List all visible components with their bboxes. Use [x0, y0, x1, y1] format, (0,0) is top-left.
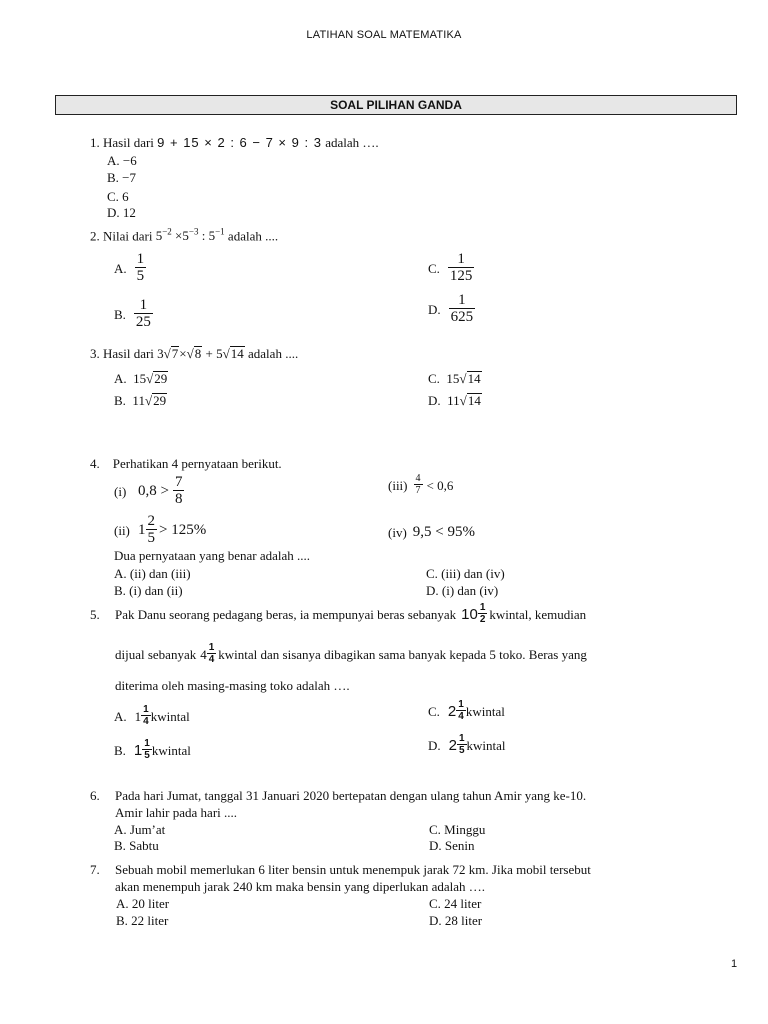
option-b[interactable]: B. Sabtu [114, 838, 159, 853]
fraction: $\frac{1}{4}$ [458, 699, 464, 722]
question-text: Hasil dari [103, 135, 154, 150]
question-text: Amir lahir pada hari .... [115, 805, 238, 820]
fraction: $\frac{4}{7}$ [415, 473, 421, 496]
fraction: $\frac{1}{2}$ [479, 602, 486, 625]
fraction: $\frac{1}{5}$ [136, 251, 145, 284]
option-b[interactable]: B. 22 liter [116, 913, 169, 928]
option-b[interactable]: B. 1 $\frac{1}{5}$ kwintal [114, 738, 191, 761]
fraction: $\frac{1}{4}$ [208, 642, 215, 665]
option-d[interactable]: D. (i) dan (iv) [426, 583, 499, 598]
section-banner [55, 95, 737, 115]
option-a[interactable]: A. 1 $\frac{1}{4}$ kwintal [114, 704, 190, 727]
question-6 [90, 789, 586, 802]
option-a[interactable]: A. Jum’at [114, 822, 166, 837]
question-text: akan menempuh jarak 240 km maka bensin yang diperlukan adalah …. [115, 879, 486, 894]
question-number: 3. [90, 346, 100, 361]
option-d[interactable]: D. 28 liter [429, 913, 483, 928]
question-number: 1. [90, 135, 100, 150]
fraction: $\frac{1}{4}$ [143, 704, 149, 727]
option-a[interactable]: A. 15√29 [114, 371, 168, 386]
fraction: $\frac{7}{8}$ [174, 474, 183, 507]
question-text: Nilai dari [103, 228, 153, 244]
fraction: $\frac{2}{5}$ [147, 513, 155, 546]
question-text: Perhatikan 4 pernyataan berikut. [112, 456, 282, 471]
option-b[interactable]: B. −7 [107, 170, 137, 185]
power-expression: $5^{-2} \times 5^{-3}$ : $5^{-1}$ [155, 227, 225, 244]
question-2 [90, 228, 278, 242]
option-d[interactable]: D. Senin [429, 838, 475, 853]
fraction: $\frac{1}{25}$ [135, 297, 151, 330]
option-b[interactable]: B. 11√29 [114, 393, 167, 408]
question-1 [90, 136, 379, 149]
question-4 [90, 457, 282, 470]
question-number: 7. [90, 862, 100, 877]
statement-iv: (iv) 9,5 < 95% [388, 524, 475, 540]
question-text: Dua pernyataan yang benar adalah .... [114, 548, 310, 563]
radical-expression: 3√7×√8 + 5√14 [157, 346, 244, 361]
option-c[interactable]: C. Minggu [429, 822, 486, 837]
option-c[interactable]: C. 24 liter [429, 896, 482, 911]
question-number: 4. [90, 456, 100, 471]
fraction: $\frac{1}{5}$ [458, 733, 465, 756]
option-b[interactable]: B. (i) dan (ii) [114, 583, 183, 598]
statement-iii: (iii) $\frac{4}{7}$ < 0,6 [388, 473, 454, 496]
option-d[interactable]: D. 11√14 [428, 393, 481, 408]
statement-i: (i) 0,8 > $\frac{7}{8}$ [114, 474, 183, 507]
option-c[interactable]: C. 2 $\frac{1}{4}$ kwintal [428, 699, 505, 722]
option-d[interactable]: D. $\frac{1}{625}$ [428, 292, 474, 325]
question-text: adalah .... [248, 346, 299, 361]
fraction: $\frac{1}{125}$ [449, 251, 473, 284]
statement-ii: (ii) 1 $\frac{2}{5}$ > 125% [114, 513, 207, 546]
question-3 [90, 346, 298, 361]
option-a[interactable]: A. −6 [107, 153, 137, 168]
question-number: 2. [90, 228, 100, 244]
section-title: SOAL PILIHAN GANDA [330, 98, 462, 112]
question-text: adalah .... [227, 228, 279, 244]
question-text: Pada hari Jumat, tanggal 31 Januari 2020 bertepatan dengan ulang tahun Amir yang ke-10. [115, 788, 587, 803]
option-d[interactable]: D. 12 [107, 205, 136, 220]
question-5-line-3: diterima oleh masing-masing toko adalah …. [115, 678, 350, 693]
question-5: 5. Pak Danu seorang pedagang beras, ia mempunyai beras sebanyak 10 $\frac{1}{2}$ kwintal, kemudian [90, 602, 587, 625]
fraction: $\frac{1}{5}$ [144, 738, 150, 761]
fraction: $\frac{1}{625}$ [450, 292, 474, 325]
option-a[interactable]: A. 20 liter [116, 896, 170, 911]
question-5-line-2: dijual sebanyak 4 $\frac{1}{4}$ kwintal dan sisanya dibagikan sama banyak kepada 5 toko. Beras yang [115, 642, 587, 665]
document-header: LATIHAN SOAL MATEMATIKA [306, 29, 462, 41]
option-c[interactable]: C. (iii) dan (iv) [426, 566, 505, 581]
option-c[interactable]: C. $\frac{1}{125}$ [428, 251, 473, 284]
option-a[interactable]: A. (ii) dan (iii) [114, 566, 191, 581]
option-c[interactable]: C. 15√14 [428, 371, 481, 386]
question-number: 5. [90, 606, 100, 622]
option-b[interactable]: B. $\frac{1}{25}$ [114, 297, 151, 330]
question-number: 6. [90, 788, 100, 803]
option-d[interactable]: D. 2 $\frac{1}{5}$ kwintal [428, 733, 506, 756]
question-text: adalah …. [325, 135, 379, 150]
page-number: 1 [731, 958, 738, 970]
question-text: Pak Danu seorang pedagang beras, ia mempunyai beras sebanyak [115, 606, 457, 622]
question-text: Hasil dari [103, 346, 154, 361]
question-7 [90, 863, 591, 876]
math-expression: 9 + 15 × 2 : 6 − 7 × 9 : 3 [157, 135, 322, 150]
option-a[interactable]: A. $\frac{1}{5}$ [114, 251, 145, 284]
question-text: Sebuah mobil memerlukan 6 liter bensin untuk menempuk jarak 72 km. Jika mobil tersebut [115, 862, 591, 877]
option-c[interactable]: C. 6 [107, 189, 129, 204]
